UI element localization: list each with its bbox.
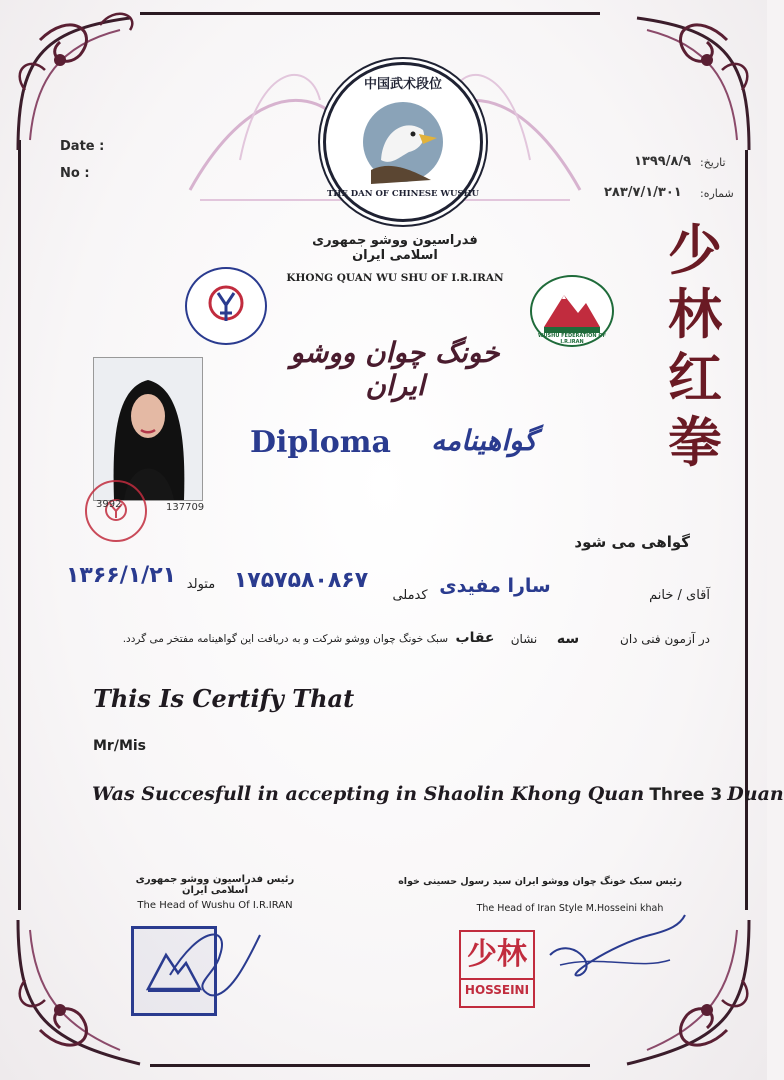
corner-ornament-top-left [0,0,170,160]
eagle-icon [361,100,445,184]
seal-bottom-text: THE DAN OF CHINESE WUSHU [326,189,480,199]
corner-ornament-top-right [597,0,767,160]
date-value-fa: ۱۳۹۹/۸/۹ [634,154,692,169]
mountain-icon [544,287,600,333]
id-label-fa: کدملی [392,588,428,603]
diploma-title-fa: گواهینامه [431,424,537,457]
chinese-char: 红 [668,346,722,410]
rank-word-fa: سه [556,631,580,647]
born-label-fa: متولد [186,577,216,592]
fighter-icon [206,283,246,327]
holder-name-fa: سارا مفیدی [439,575,551,597]
hosseini-stamp [459,930,535,1008]
person-photo [94,358,202,500]
right-logo-text: WUSHU FEDERATION OF I.R.IRAN [537,333,606,345]
hosseini-stamp-name: HOSSEINI [461,978,533,1000]
mr-mrs-fa: آقای / خانم [649,588,710,603]
border-top [140,12,600,15]
federation-name-en: KHONG QUAN WU SHU OF I.R.IRAN [286,272,504,284]
right-signer-title-en: The Head of Iran Style M.Hosseini khah [476,903,664,914]
certify-en: This Is Certify That [93,684,355,713]
photo-stamp-number: 137709 [166,502,205,513]
dan-seal [323,62,483,222]
date-label: Date : [60,139,105,154]
accepting-line-en [92,783,784,805]
date-label-fa: تاریخ: [700,156,726,169]
no-label: No : [60,166,90,181]
badge-value-fa: عقاب [455,630,495,646]
federation-name-fa: فدراسیون ووشو جمهوری اسلامی ایران [312,233,478,263]
right-signature [540,905,690,985]
photo-stamp-code: 3992 [96,499,122,510]
diploma-title-en: Diploma [250,425,391,460]
born-value-fa: ۱۳۶۶/۱/۲۱ [66,563,177,588]
chinese-char: 少 [668,218,722,282]
hosseini-stamp-chinese: 少林 [467,937,527,972]
school-title-fa: خونگ چوان ووشو ایران [290,336,500,402]
chinese-vertical-title [655,218,735,474]
mr-mis-en: Mr/Mis [93,738,147,754]
id-value-fa: ۱۷۵۷۵۸۰۸۶۷ [233,568,369,593]
border-left [18,140,21,910]
khong-quan-logo [185,267,267,345]
border-bottom [150,1064,590,1067]
left-signature [160,915,270,1005]
rank-text: Three 3 [649,785,723,805]
photo-stamp [85,480,147,542]
certify-fa: گواهی می شود [574,533,690,551]
chinese-char: 拳 [668,410,722,474]
holder-photo [93,357,203,501]
number-value-fa: ۲۸۳/۷/۱/۳۰۱ [604,185,682,200]
left-signer-title-en: The Head of Wushu Of I.R.IRAN [137,900,293,911]
number-label-fa: شماره: [700,187,734,200]
line2-end-fa: سبک خونگ چوان ووشو شرکت و به دریافت این گواهینامه مفتخر می گردد. [122,633,448,645]
badge-label-fa: نشان [510,632,538,646]
seal-top-text: 中国武术段位 [363,77,442,92]
accepting-text: Was Succesfull in accepting in Shaolin Khong Quan [92,783,645,805]
line2-start-fa: در آزمون فنی دان [620,632,710,646]
wushu-federation-logo [530,275,614,347]
right-signer-title-fa: رئیس سبک خونگ چوان ووشو ایران سید رسول حسینی خواه [398,876,682,887]
left-signer-title-fa: رئیس فدراسیون ووشو جمهوری اسلامی ایران [135,874,295,896]
duan-text: Duan [727,783,784,805]
chinese-char: 林 [668,282,722,346]
